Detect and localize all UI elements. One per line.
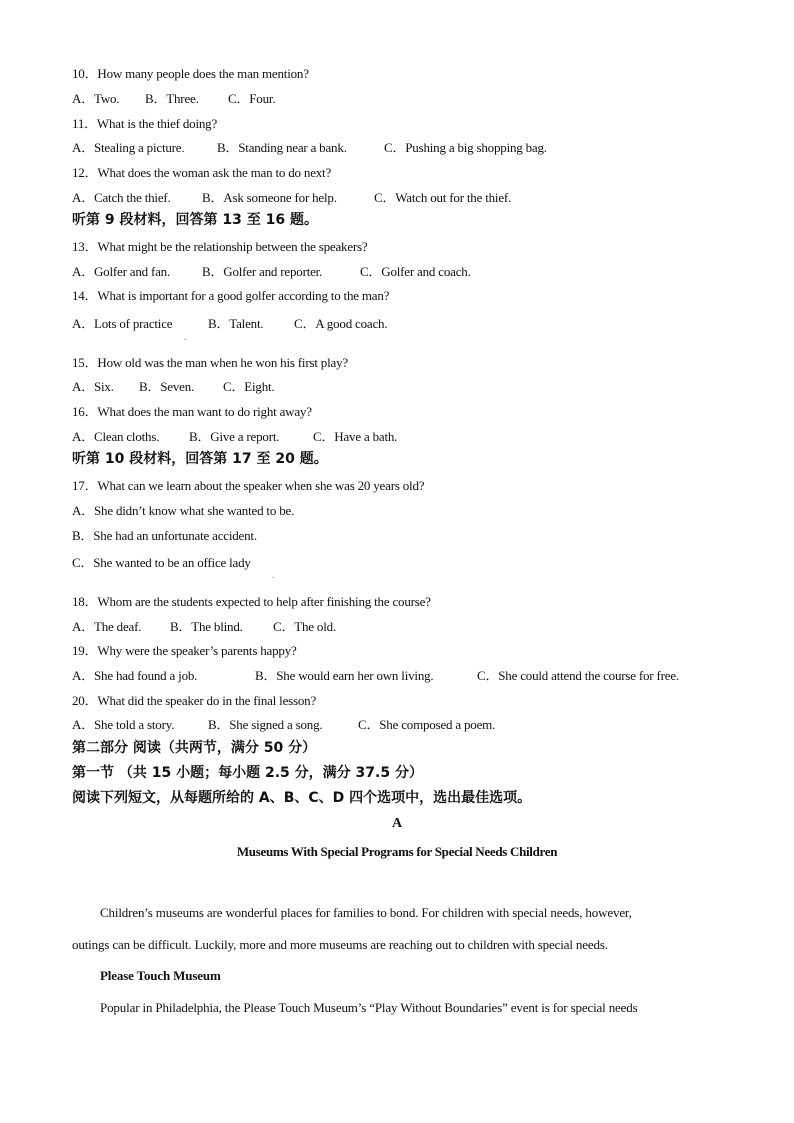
section-10-heading: 听第 10 段材料，回答第 17 至 20 题。 [72, 451, 328, 467]
question-14-options [72, 316, 387, 332]
option-a: A．Stealing a picture. [72, 140, 185, 155]
option-a: A．The deaf. [72, 619, 142, 634]
question-15-options [72, 379, 275, 395]
question-16-stem: 16．What does the man want to do right away? [72, 404, 312, 419]
passage-paragraph-1-line-1: Children’s museums are wonderful places for families to bond. For children with special needs, however, [100, 905, 632, 920]
option-b: B．She signed a song. [208, 717, 323, 732]
option-c: C．The old. [273, 619, 336, 634]
option-b: B．Seven. [139, 379, 195, 394]
option-a: A．Two. [72, 91, 120, 106]
option-c: C．She could attend the course for free. [477, 668, 679, 683]
option-a: A．Clean cloths. [72, 429, 160, 444]
passage-letter: A [391, 816, 403, 831]
section-one-heading: 第一节 （共 15 小题；每小题 2.5 分，满分 37.5 分） [72, 765, 423, 781]
question-20-options [72, 717, 495, 733]
option-b: B．The blind. [170, 619, 243, 634]
option-c: C．Four. [228, 91, 276, 106]
option-c: C．Eight. [223, 379, 275, 394]
option-c: C．Watch out for the thief. [374, 190, 512, 205]
question-12-stem: 12．What does the woman ask the man to do next? [72, 165, 332, 180]
question-18-options [72, 619, 336, 635]
option-c: C．Pushing a big shopping bag. [384, 140, 547, 155]
question-17-option-c: C．She wanted to be an office lady [72, 555, 251, 570]
question-17-option-a: A．She didn’t know what she wanted to be. [72, 503, 295, 518]
option-b: B．She would earn her own living. [255, 668, 434, 683]
passage-paragraph-1-line-2: outings can be difficult. Luckily, more and more museums are reaching out to children with special needs. [72, 937, 608, 952]
option-c: C．She composed a poem. [358, 717, 496, 732]
question-11-stem: 11．What is the thief doing? [72, 116, 218, 131]
option-a: A．Six. [72, 379, 114, 394]
option-b: B．Three. [145, 91, 199, 106]
option-b: B．Talent. [208, 316, 264, 331]
question-13-options [72, 264, 471, 280]
question-16-options [72, 429, 397, 445]
option-a: A．She told a story. [72, 717, 175, 732]
reading-instruction: 阅读下列短文，从每题所给的 A、B、C、D 四个选项中，选出最佳选项。 [72, 790, 532, 806]
question-10-stem: 10．How many people does the man mention? [72, 66, 309, 81]
question-18-stem: 18．Whom are the students expected to help after finishing the course? [72, 594, 431, 609]
part-two-heading: 第二部分 阅读（共两节，满分 50 分） [72, 740, 317, 756]
question-15-stem: 15．How old was the man when he won his first play? [72, 355, 348, 370]
question-20-stem: 20．What did the speaker do in the final lesson? [72, 693, 317, 708]
option-a: A．Catch the thief. [72, 190, 171, 205]
question-19-options [72, 668, 679, 684]
question-17-option-b: B．She had an unfortunate accident. [72, 528, 257, 543]
question-14-stem: 14．What is important for a good golfer according to the man? [72, 288, 390, 303]
option-a: A．She had found a job. [72, 668, 198, 683]
option-c: C．A good coach. [294, 316, 388, 331]
stray-mark: . [272, 571, 274, 580]
option-b: B．Ask someone for help. [202, 190, 337, 205]
question-17-stem: 17．What can we learn about the speaker when she was 20 years old? [72, 478, 425, 493]
option-a: A．Lots of practice [72, 316, 173, 331]
option-b: B．Golfer and reporter. [202, 264, 323, 279]
question-13-stem: 13．What might be the relationship between the speakers? [72, 239, 368, 254]
question-11-options [72, 140, 547, 156]
passage-paragraph-2-line-1: Popular in Philadelphia, the Please Touch Museum’s “Play Without Boundaries” event is for special needs [100, 1000, 638, 1015]
section-heading-please-touch: Please Touch Museum [100, 968, 221, 983]
passage-title: Museums With Special Programs for Special Needs Children [236, 844, 558, 859]
option-a: A．Golfer and fan. [72, 264, 171, 279]
question-10-options [72, 91, 275, 107]
question-19-stem: 19．Why were the speaker’s parents happy? [72, 643, 297, 658]
option-c: C．Have a bath. [313, 429, 398, 444]
option-c: C．Golfer and coach. [360, 264, 471, 279]
option-b: B．Standing near a bank. [217, 140, 347, 155]
option-b: B．Give a report. [189, 429, 280, 444]
stray-mark: . [184, 333, 186, 342]
section-9-heading: 听第 9 段材料，回答第 13 至 16 题。 [72, 212, 318, 228]
question-12-options [72, 190, 511, 206]
